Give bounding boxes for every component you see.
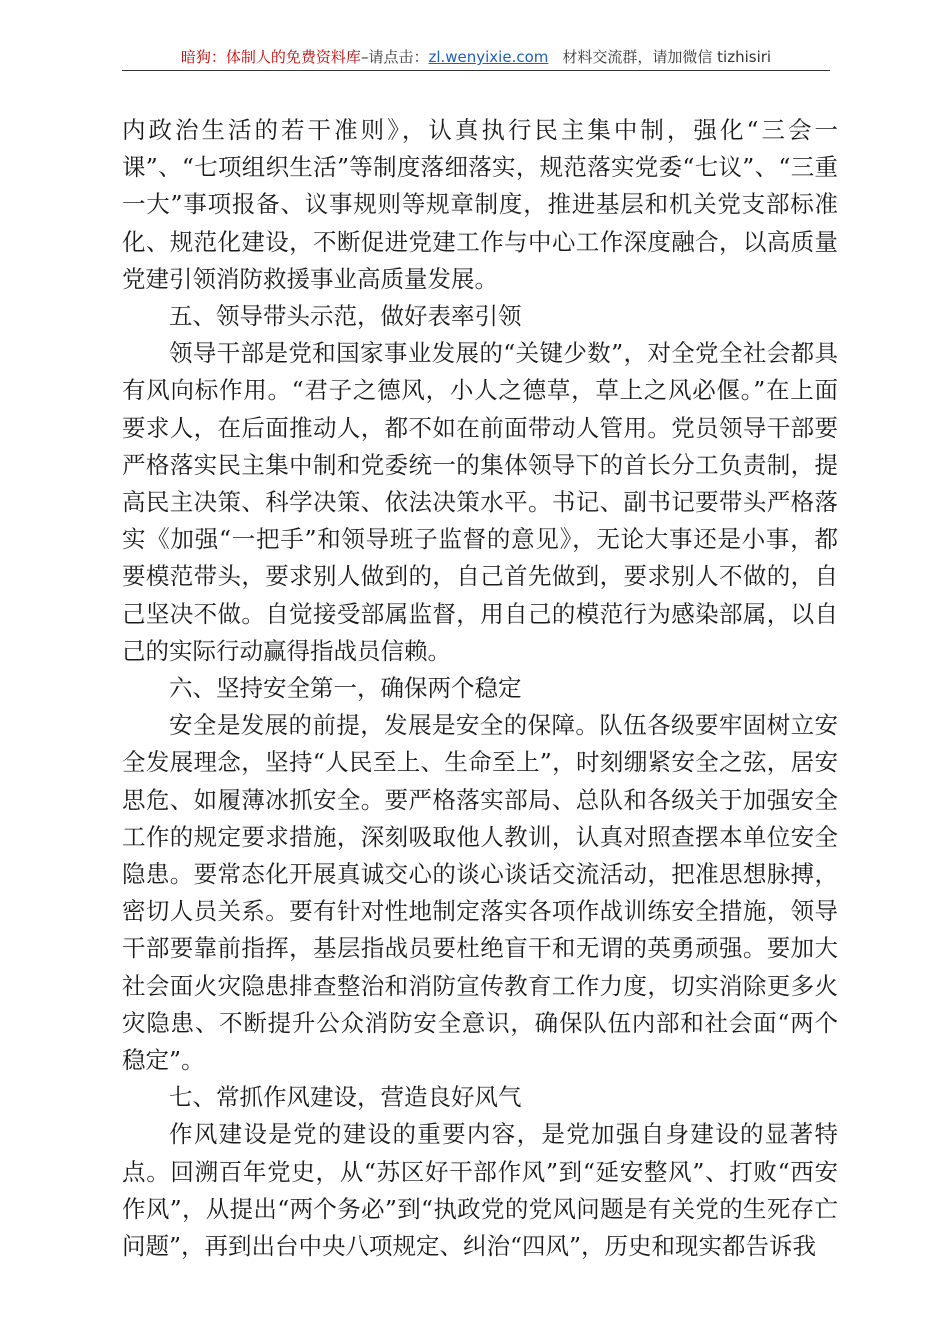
header-brand: 暗狗：体制人的免费资料库 [180,48,361,66]
paragraph-section-7: 作风建设是党的建设的重要内容，是党加强自身建设的显著特点。回溯百年党史，从“苏区好干部作风”到“延安整风”、打败“西安作风”，从提出“两个务必”到“执政党的党风问题是有关党的生死存亡问题”，再到出台中央八项规定、纠治“四风”，历史和现实都告诉我 [122,1120,838,1261]
page-header [122,44,830,71]
section-heading-7: 七、常抓作风建设，营造良好风气 [169,1083,522,1112]
header-contact: 材料交流群，请加微信 tizhisiri [562,48,772,66]
paragraph-continuation: 内政治生活的若干准则》，认真执行民主集中制，强化“三会一课”、“七项组织生活”等制度落细落实，规范落实党委“七议”、“三重一大”事项报备、议事规则等规章制度，推进基层和机关党支部标准化、规范化建设，不断促进党建工作与中心工作深度融合，以高质量党建引领消防救援事业高质量发展。 [122,116,838,293]
header-link[interactable]: zl.wenyixie.com [428,48,549,66]
header-prompt: –请点击： [360,48,429,66]
paragraph-section-5: 领导干部是党和国家事业发展的“关键少数”，对全党全社会都具有风向标作用。“君子之德风，小人之德草，草上之风必偃。”在上面要求人，在后面推动人，都不如在前面带动人管用。党员领导干部要严格落实民主集中制和党委统一的集体领导下的首长分工负责制，提高民主决策、科学决策、依法决策水平。书记、副书记要带头严格落实《加强“一把手”和领导班子监督的意见》，无论大事还是小事，都要模范带头，要求别人做到的，自己首先做到，要求别人不做的，自己坚决不做。自觉接受部属监督，用自己的模范行为感染部属，以自己的实际行动赢得指战员信赖。 [122,339,838,665]
section-heading-6: 六、坚持安全第一，确保两个稳定 [169,674,522,703]
document-body [122,112,838,1265]
paragraph-section-6: 安全是发展的前提，发展是安全的保障。队伍各级要牢固树立安全发展理念，坚持“人民至上、生命至上”，时刻绷紧安全之弦，居安思危、如履薄冰抓安全。要严格落实部局、总队和各级关于加强安全工作的规定要求措施，深刻吸取他人教训，认真对照查摆本单位安全隐患。要常态化开展真诚交心的谈心谈话交流活动，把准思想脉搏，密切人员关系。要有针对性地制定落实各项作战训练安全措施，领导干部要靠前指挥，基层指战员要杜绝盲干和无谓的英勇顽强。要加大社会面火灾隐患排查整治和消防宣传教育工作力度，切实消除更多火灾隐患、不断提升公众消防安全意识，确保队伍内部和社会面“两个稳定”。 [122,711,838,1075]
section-heading-5: 五、领导带头示范，做好表率引领 [169,302,522,331]
